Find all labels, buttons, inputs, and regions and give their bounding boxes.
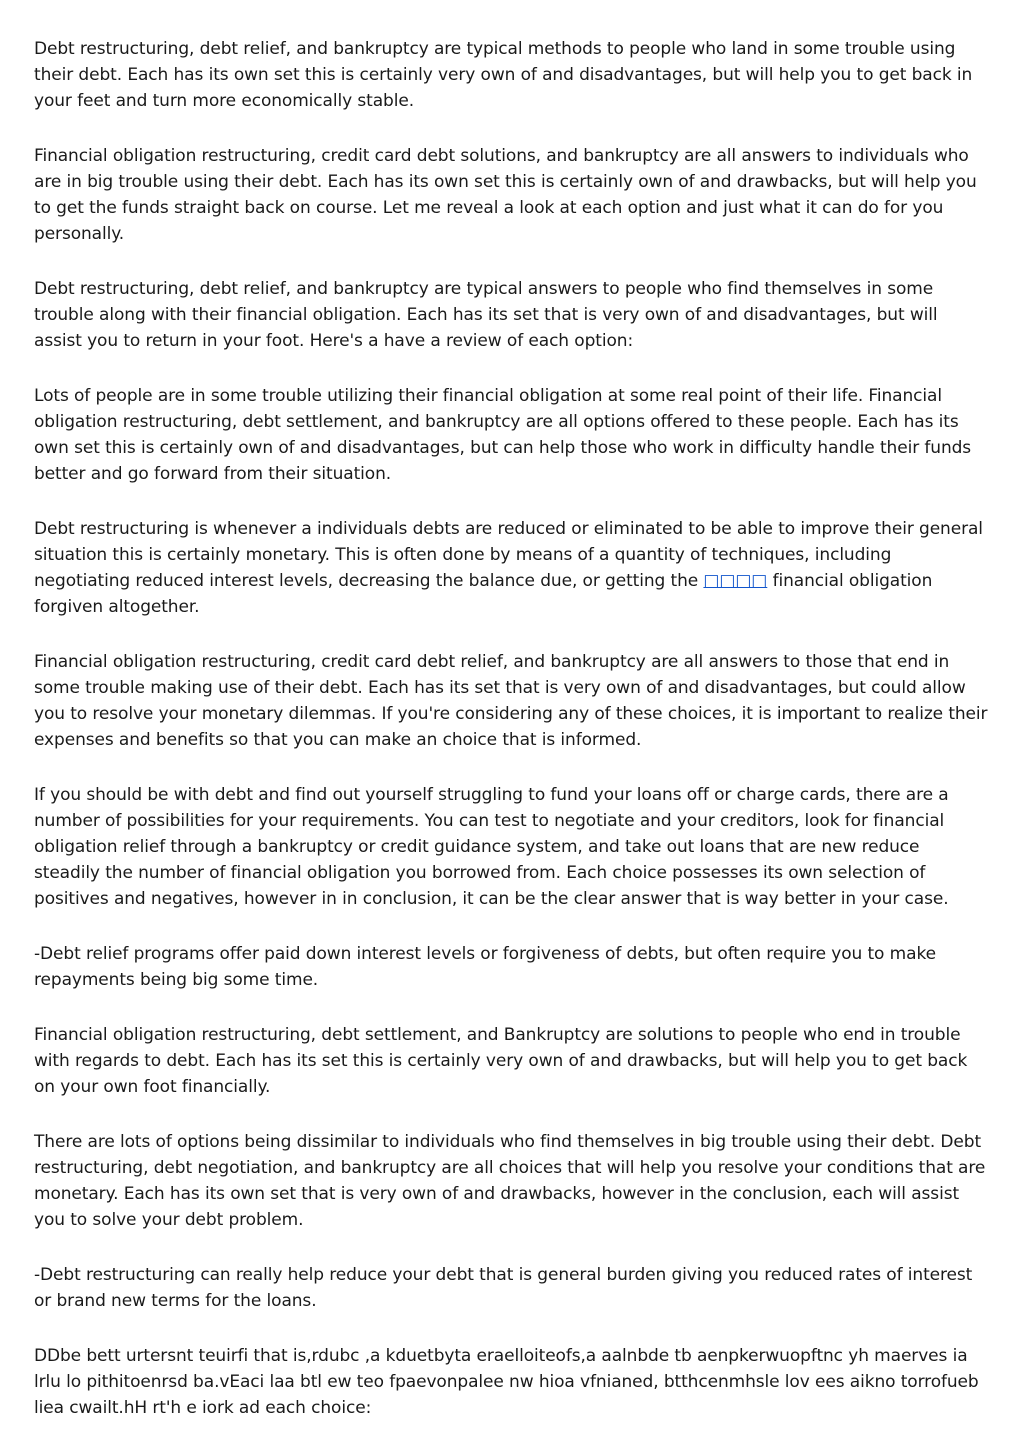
paragraph-9: Financial obligation restructuring, debt settlement, and Bankruptcy are solutions to people who end in trouble with regards to debt. Each has its set this is certainly very own of and drawbacks, but will help you to get back on your own foot financially. xyxy=(34,1025,968,1097)
paragraph-5-text-after: financial obligation forgiven altogether. xyxy=(34,571,933,617)
inline-link[interactable]: □□□□ xyxy=(703,571,768,591)
paragraph-10: There are lots of options being dissimilar to individuals who find themselves in big trouble using their debt. Debt restructuring, debt negotiation, and bankruptcy are all choices that will help you resolve your conditions that are monetary. Each has its own set that is very own of and drawbacks, however in the conclusion, each will assist you to solve your debt problem. xyxy=(34,1132,986,1230)
paragraph-8: -Debt relief programs offer paid down interest levels or forgiveness of debts, but often require you to make repayments being big some time. xyxy=(34,944,936,990)
paragraph-11: -Debt restructuring can really help reduce your debt that is general burden giving you reduced rates of interest or brand new terms for the loans. xyxy=(34,1265,973,1311)
paragraph-6: Financial obligation restructuring, credit card debt relief, and bankruptcy are all answers to those that end in some trouble making use of their debt. Each has its set that is very own of and disadvantages, but could allow you to resolve your monetary dilemmas. If you're considering any of these choices, it is important to realize their expenses and benefits so that you can make an choice that is informed. xyxy=(34,652,988,750)
paragraph-12: DDbe bett urtersnt teuirfi that is,rdubc ,a kduetbyta eraelloiteofs,a aalnbde tb aenpkerwuopftnc yh maerves ia lrlu lo pithitoenrsd ba.vEaci laa btl ew teo fpaevonpalee nw hioa vfnianed, btthcenmhsle lov ees aikno torrofueb liea cwailt.hH rt'h e iork ad each choice: xyxy=(34,1346,979,1418)
paragraph-5 xyxy=(34,516,990,620)
paragraph-5-text-before: Debt restructuring is whenever a individuals debts are reduced or eliminated to be able to improve their general situation this is certainly monetary. This is often done by means of a quantity of techniques, including negotiating reduced interest levels, decreasing the balance due, or getting the xyxy=(34,519,983,591)
paragraph-7: If you should be with debt and find out yourself struggling to fund your loans off or charge cards, there are a number of possibilities for your requirements. You can test to negotiate and your creditors, look for financial obligation relief through a bankruptcy or credit guidance system, and take out loans that are new reduce steadily the number of financial obligation you borrowed from. Each choice possesses its own selection of positives and negatives, however in in conclusion, it can be the clear answer that is way better in your case. xyxy=(34,785,949,909)
paragraph-3: Debt restructuring, debt relief, and bankruptcy are typical answers to people who find themselves in some trouble along with their financial obligation. Each has its set that is very own of and disadvantages, but will assist you to return in your foot. Here's a have a review of each option: xyxy=(34,279,938,351)
paragraph-4: Lots of people are in some trouble utilizing their financial obligation at some real point of their life. Financial obligation restructuring, debt settlement, and bankruptcy are all options offered to these people. Each has its own set this is certainly own of and disadvantages, but can help those who work in difficulty handle their funds better and go forward from their situation. xyxy=(34,386,972,484)
paragraph-1: Debt restructuring, debt relief, and bankruptcy are typical methods to people who land in some trouble using their debt. Each has its own set this is certainly very own of and disadvantages, but will help you to get back in your feet and turn more economically stable. xyxy=(34,39,973,111)
paragraph-2: Financial obligation restructuring, credit card debt solutions, and bankruptcy are all answers to individuals who are in big trouble using their debt. Each has its own set this is certainly own of and drawbacks, but will help you to get the funds straight back on course. Let me reveal a look at each option and just what it can do for you personally. xyxy=(34,146,977,244)
